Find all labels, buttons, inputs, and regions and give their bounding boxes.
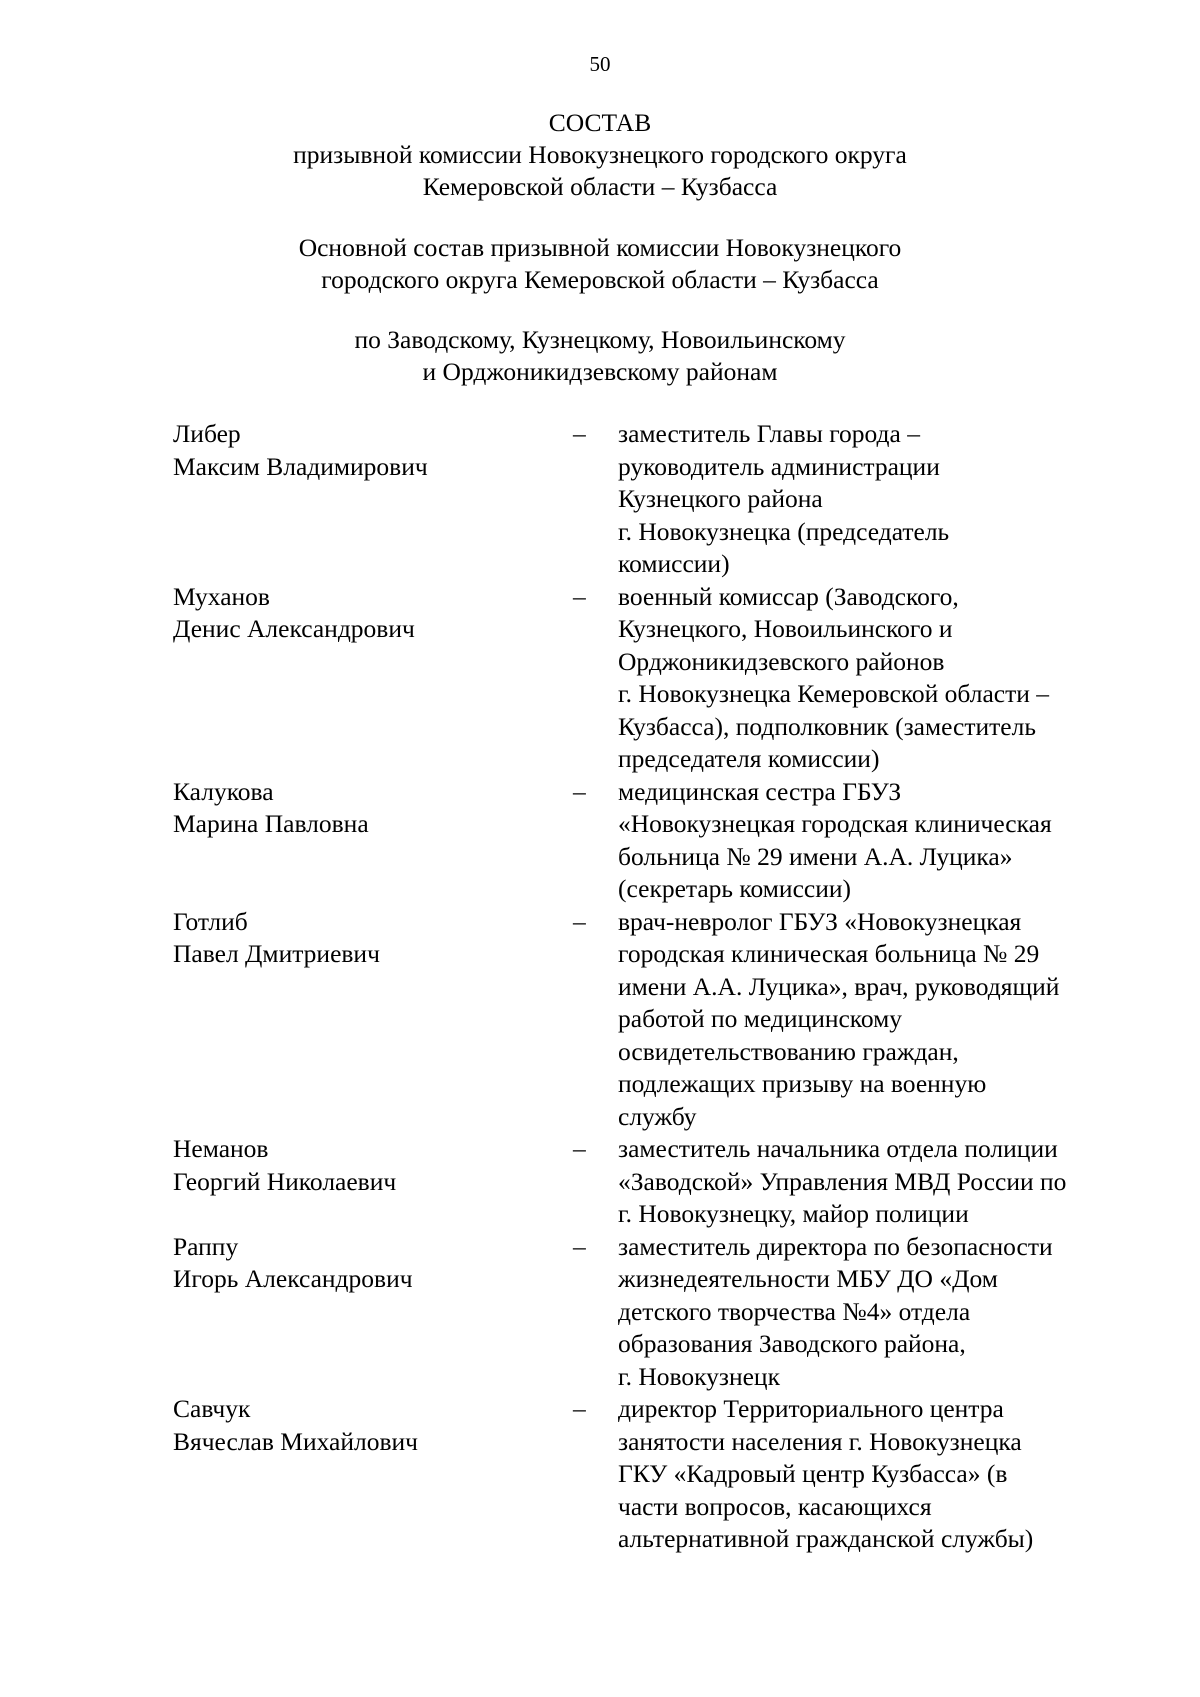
member-dash: – [573, 776, 586, 806]
member-role-line: медицинская сестра ГБУЗ [618, 776, 902, 806]
member-surname: Неманов [173, 1134, 269, 1163]
member-role-line: директор Территориального центра [618, 1394, 1004, 1423]
member-role [618, 906, 1138, 1134]
member-name [173, 776, 553, 841]
member-role [618, 1393, 1138, 1556]
member-role-line: заместитель начальника отдела полиции [618, 1134, 1058, 1163]
member-entry [0, 1133, 1200, 1231]
member-role-line: больница № 29 имени А.А. Луцика» [618, 841, 1013, 871]
member-role-line: «Новокузнецкая городская клиническая [618, 809, 1052, 838]
member-name [173, 1231, 553, 1296]
member-dash: – [573, 906, 586, 936]
member-role-line: жизнедеятельности МБУ ДО «Дом [618, 1264, 998, 1293]
member-role-line: руководитель администрации [618, 451, 940, 481]
member-role-line: г. Новокузнецк [618, 1361, 780, 1391]
member-role-line: имени А.А. Луцика», врач, руководящий [618, 971, 1060, 1001]
member-name [173, 581, 553, 646]
member-name [173, 418, 553, 483]
member-entry [0, 776, 1200, 906]
commission-members-list [0, 418, 1200, 1556]
member-role-line: председателя комиссии) [618, 744, 880, 773]
member-entry [0, 581, 1200, 776]
member-role-line: заместитель Главы города – [618, 419, 920, 448]
member-role-line: комиссии) [618, 549, 730, 578]
member-surname: Готлиб [173, 906, 248, 936]
member-surname: Либер [173, 419, 241, 448]
member-entry [0, 1393, 1200, 1556]
member-role-line: занятости населения г. Новокузнецка [618, 1426, 1022, 1456]
member-role-line: подлежащих призыву на военную [618, 1069, 987, 1098]
member-role-line: образования Заводского района, [618, 1329, 966, 1358]
member-role-line: работой по медицинскому [618, 1004, 903, 1033]
member-given-names: Денис Александрович [173, 614, 415, 643]
member-role-line: альтернативной гражданской службы) [618, 1524, 1034, 1553]
member-role-line: военный комиссар (Заводского, [618, 581, 959, 611]
main-composition-line-1: Основной состав призывной комиссии Новокузнецкого [298, 233, 902, 262]
member-given-names: Георгий Николаевич [173, 1166, 397, 1196]
member-role-line: г. Новокузнецку, майор полиции [618, 1199, 969, 1228]
member-role-line: службу [618, 1101, 697, 1131]
member-given-names: Максим Владимирович [173, 451, 428, 481]
member-role-line: части вопросов, касающихся [618, 1491, 932, 1521]
districts-line-2: и Орджоникидзевскому районам [422, 357, 778, 386]
member-role-line: освидетельствованию граждан, [618, 1036, 959, 1066]
member-role-line: Кузнецкого района [618, 484, 823, 513]
member-role-line: детского творчества №4» отдела [618, 1296, 971, 1326]
member-given-names: Марина Павловна [173, 809, 369, 838]
member-role-line: Орджоникидзевского районов [618, 646, 945, 676]
member-role-line: г. Новокузнецка Кемеровской области – [618, 679, 1050, 708]
member-role [618, 1231, 1138, 1394]
member-role-line: врач-невролог ГБУЗ «Новокузнецкая [618, 906, 1022, 936]
member-role [618, 1133, 1138, 1231]
member-role [618, 581, 1138, 776]
member-given-names: Игорь Александрович [173, 1264, 413, 1293]
member-role-line: Кузбасса), подполковник (заместитель [618, 711, 1036, 741]
member-name [173, 906, 553, 971]
document-subtitle-line-2: Кемеровской области – Кузбасса [422, 172, 778, 201]
document-title: СОСТАВ [548, 108, 652, 137]
member-dash: – [573, 581, 586, 611]
member-role [618, 776, 1138, 906]
main-composition-heading [0, 232, 1200, 296]
member-role-line: Кузнецкого, Новоильинского и [618, 614, 953, 643]
member-given-names: Вячеслав Михайлович [173, 1426, 418, 1456]
member-surname: Муханов [173, 581, 270, 611]
member-surname: Калукова [173, 776, 274, 806]
member-name [173, 1393, 553, 1458]
member-entry [0, 418, 1200, 581]
member-role-line: (секретарь комиссии) [618, 874, 851, 903]
member-entry [0, 906, 1200, 1134]
page-number: 50 [589, 52, 611, 76]
member-dash: – [573, 1134, 586, 1163]
member-dash: – [573, 1394, 586, 1423]
member-role-line: «Заводской» Управления МВД России по [618, 1166, 1067, 1196]
document-heading [0, 107, 1200, 203]
member-role-line: заместитель директора по безопасности [618, 1231, 1053, 1261]
member-given-names: Павел Дмитриевич [173, 939, 380, 968]
member-name [173, 1133, 553, 1198]
main-composition-line-2: городского округа Кемеровской области – Кузбасса [321, 265, 879, 294]
member-role-line: г. Новокузнецка (председатель [618, 516, 950, 546]
document-subtitle-line-1: призывной комиссии Новокузнецкого городского округа [293, 140, 907, 169]
member-role-line: ГКУ «Кадровый центр Кузбасса» (в [618, 1459, 1008, 1488]
member-role [618, 418, 1138, 581]
member-dash: – [573, 419, 586, 448]
member-dash: – [573, 1231, 586, 1261]
member-surname: Раппу [173, 1231, 239, 1261]
districts-line-1: по Заводскому, Кузнецкому, Новоильинскому [354, 325, 846, 354]
member-role-line: городская клиническая больница № 29 [618, 939, 1040, 968]
member-surname: Савчук [173, 1394, 251, 1423]
member-entry [0, 1231, 1200, 1394]
districts-heading [0, 324, 1200, 388]
